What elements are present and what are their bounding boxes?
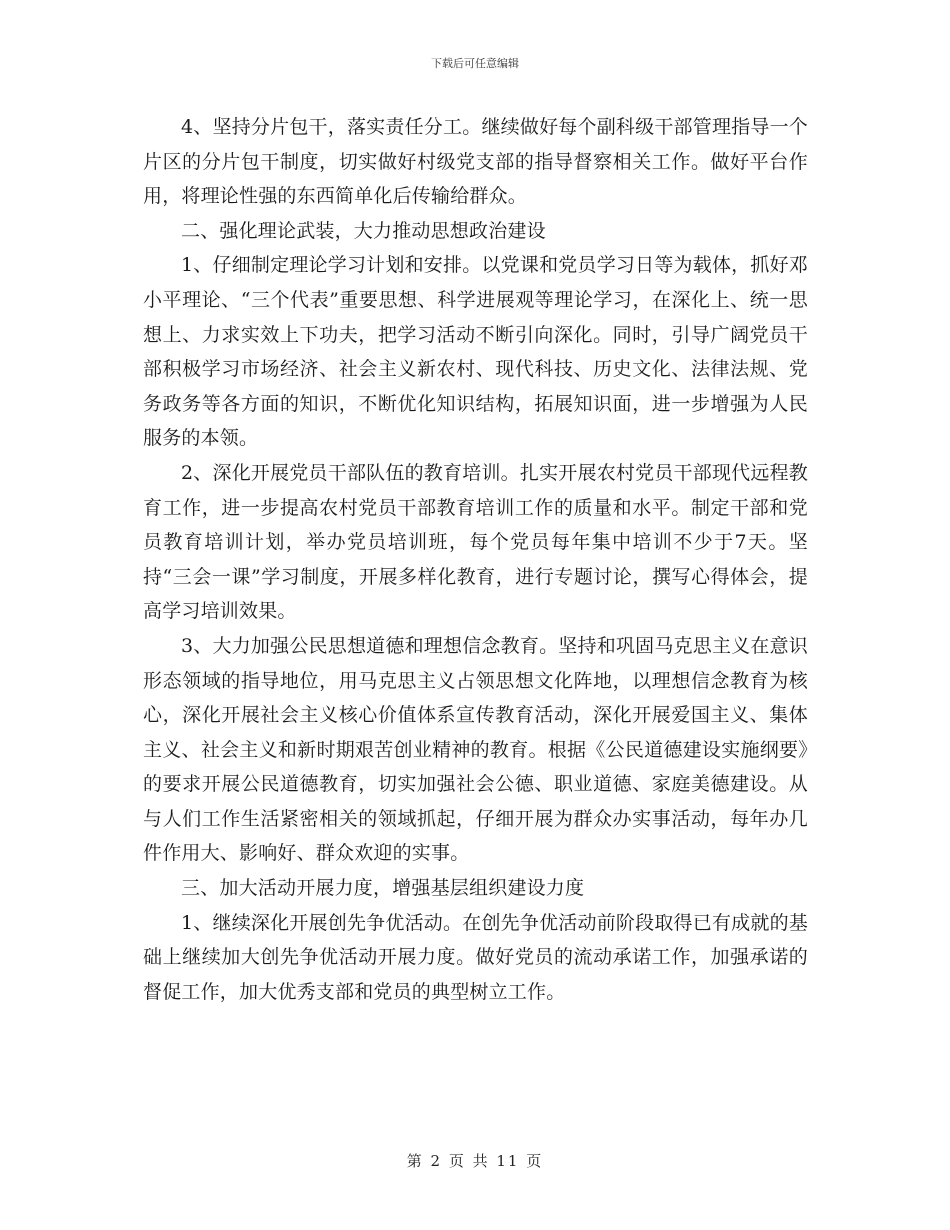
document-body — [143, 110, 808, 1009]
paragraph: 1、继续深化开展创先争优活动。在创先争优活动前阶段取得已有成就的基础上继续加大创先争优活动开展力度。做好党员的流动承诺工作，加强承诺的督促工作，加大优秀支部和党员的典型树立工作。 — [143, 911, 808, 1003]
paragraph: 2、深化开展党员干部队伍的教育培训。扎实开展农村党员干部现代远程教育工作，进一步提高农村党员干部教育培训工作的质量和水平。制定干部和党员教育培训计划，举办党员培训班，每个党员每年集中培训不少于7天。坚持“三会一课”学习制度，开展多样化教育，进行专题讨论，撰写心得体会，提高学习培训效果。 — [143, 461, 808, 623]
page-footer-number: 第 2 页 共 11 页 — [406, 1152, 544, 1170]
paragraph: 4、坚持分片包干，落实责任分工。继续做好每个副科级干部管理指导一个片区的分片包干制度，切实做好村级党支部的指导督察相关工作。做好平台作用，将理论性强的东西简单化后传输给群众。 — [143, 116, 808, 208]
page-header-note: 下载后可任意编辑 — [431, 57, 519, 70]
section-heading: 三、加大活动开展力度，增强基层组织建设力度 — [181, 877, 585, 900]
section-heading: 二、强化理论武装，大力推动思想政治建设 — [181, 219, 546, 242]
paragraph: 1、仔细制定理论学习计划和安排。以党课和党员学习日等为载体，抓好邓小平理论、“三个代表”重要思想、科学进展观等理论学习，在深化上、统一思想上、力求实效上下功夫，把学习活动不断引向深化。同时，引导广阔党员干部积极学习市场经济、社会主义新农村、现代科技、历史文化、法律法规、党务政务等各方面的知识，不断优化知识结构，拓展知识面，进一步增强为人民服务的本领。 — [143, 254, 808, 450]
paragraph: 3、大力加强公民思想道德和理想信念教育。坚持和巩固马克思主义在意识形态领域的指导地位，用马克思主义占领思想文化阵地，以理想信念教育为核心，深化开展社会主义核心价值体系宣传教育活动，深化开展爱国主义、集体主义、社会主义和新时期艰苦创业精神的教育。根据《公民道德建设实施纲要》的要求开展公民道德教育，切实加强社会公德、职业道德、家庭美德建设。从与人们工作生活紧密相关的领域抓起，仔细开展为群众办实事活动，每年办几件作用大、影响好、群众欢迎的实事。 — [143, 634, 808, 865]
